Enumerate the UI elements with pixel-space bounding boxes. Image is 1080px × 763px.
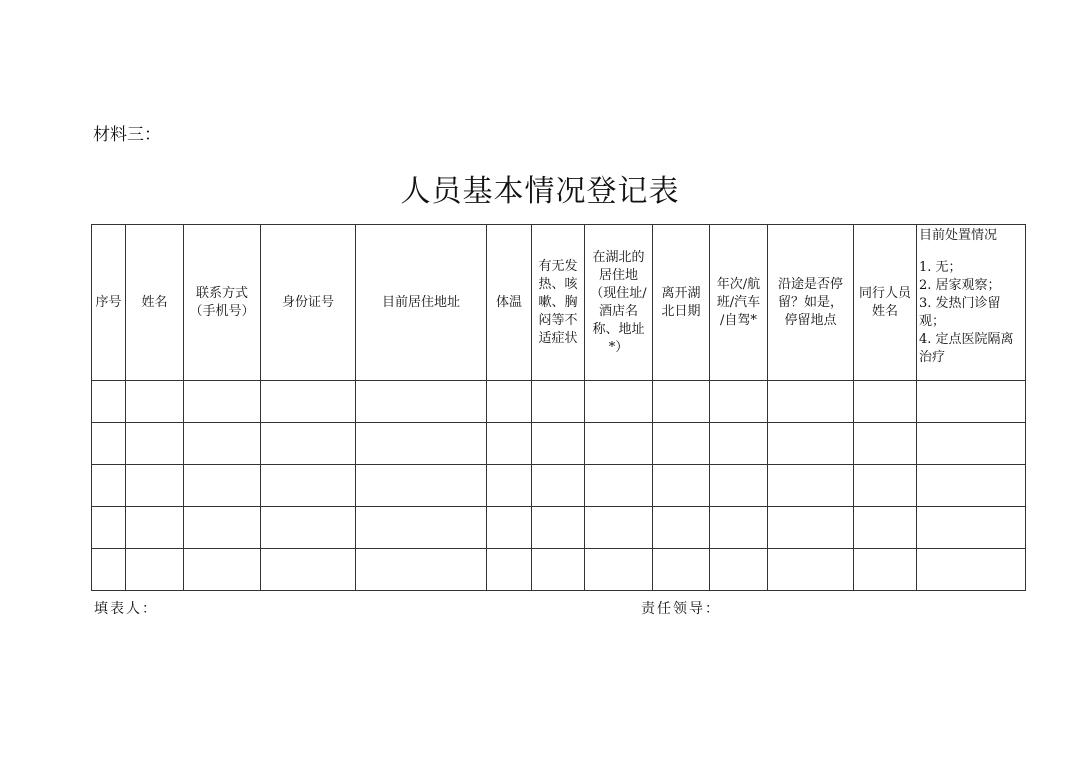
col-header: 同行人员 姓名 bbox=[854, 225, 917, 381]
table-cell[interactable] bbox=[653, 465, 710, 507]
table-cell[interactable] bbox=[585, 507, 653, 549]
table-cell[interactable] bbox=[917, 465, 1026, 507]
table-cell[interactable] bbox=[92, 507, 126, 549]
col-header: 在湖北的 居住地 （现住址/ 酒店名 称、地址 *） bbox=[585, 225, 653, 381]
table-cell[interactable] bbox=[126, 549, 184, 591]
table-cell[interactable] bbox=[356, 507, 487, 549]
col-header: 离开湖 北日期 bbox=[653, 225, 710, 381]
form-title: 人员基本情况登记表 bbox=[400, 174, 680, 209]
material-label: 材料三： bbox=[93, 125, 161, 145]
table-cell[interactable] bbox=[653, 423, 710, 465]
disposal-option: 3. 发热门诊留 观； bbox=[919, 296, 1001, 329]
table-cell[interactable] bbox=[356, 423, 487, 465]
table-row bbox=[92, 423, 1026, 465]
header-row bbox=[92, 225, 1026, 381]
col-header: 年次/航 班/汽车 /自驾* bbox=[710, 225, 768, 381]
table-cell[interactable] bbox=[653, 507, 710, 549]
table-cell[interactable] bbox=[854, 507, 917, 549]
table-cell[interactable] bbox=[184, 465, 261, 507]
table-row bbox=[92, 465, 1026, 507]
registration-table bbox=[91, 224, 1026, 591]
table-cell[interactable] bbox=[487, 423, 532, 465]
table-cell[interactable] bbox=[92, 465, 126, 507]
table-cell[interactable] bbox=[768, 465, 854, 507]
col-header: 身份证号 bbox=[261, 225, 356, 381]
table-cell[interactable] bbox=[532, 381, 585, 423]
col-header: 目前居住地址 bbox=[356, 225, 487, 381]
table-cell[interactable] bbox=[917, 507, 1026, 549]
table-cell[interactable] bbox=[585, 549, 653, 591]
table-cell[interactable] bbox=[356, 549, 487, 591]
table-cell[interactable] bbox=[126, 381, 184, 423]
table-cell[interactable] bbox=[585, 465, 653, 507]
table-cell[interactable] bbox=[356, 381, 487, 423]
table-row bbox=[92, 549, 1026, 591]
disposal-option: 4. 定点医院隔离 治疗 bbox=[919, 332, 1014, 365]
table-cell[interactable] bbox=[261, 465, 356, 507]
table-cell[interactable] bbox=[487, 465, 532, 507]
table-body bbox=[92, 381, 1026, 591]
col-header: 序号 bbox=[92, 225, 126, 381]
table-cell[interactable] bbox=[653, 381, 710, 423]
table-cell[interactable] bbox=[184, 507, 261, 549]
table-cell[interactable] bbox=[356, 465, 487, 507]
col-header: 沿途是否停 留？如是， 停留地点 bbox=[768, 225, 854, 381]
table-cell[interactable] bbox=[768, 381, 854, 423]
table-cell[interactable] bbox=[710, 507, 768, 549]
disposal-option: 2. 居家观察； bbox=[919, 278, 1001, 293]
table-cell[interactable] bbox=[917, 423, 1026, 465]
table-cell[interactable] bbox=[768, 549, 854, 591]
table-cell[interactable] bbox=[487, 549, 532, 591]
table-cell[interactable] bbox=[184, 423, 261, 465]
table-cell[interactable] bbox=[126, 465, 184, 507]
table-cell[interactable] bbox=[768, 423, 854, 465]
table-cell[interactable] bbox=[585, 381, 653, 423]
table-cell[interactable] bbox=[126, 423, 184, 465]
table-cell[interactable] bbox=[710, 423, 768, 465]
table-cell[interactable] bbox=[585, 423, 653, 465]
table-cell[interactable] bbox=[92, 549, 126, 591]
table-cell[interactable] bbox=[768, 507, 854, 549]
disposal-options bbox=[917, 259, 1025, 367]
table-cell[interactable] bbox=[854, 381, 917, 423]
table-cell[interactable] bbox=[126, 507, 184, 549]
table-cell[interactable] bbox=[653, 549, 710, 591]
filler-label: 填表人： bbox=[94, 601, 158, 617]
leader-label: 责任领导： bbox=[641, 601, 721, 617]
table-cell[interactable] bbox=[261, 507, 356, 549]
table-cell[interactable] bbox=[710, 381, 768, 423]
table-cell[interactable] bbox=[532, 465, 585, 507]
table-cell[interactable] bbox=[92, 423, 126, 465]
disposal-option: 1. 无； bbox=[919, 260, 962, 275]
table-cell[interactable] bbox=[854, 423, 917, 465]
disposal-title: 目前处置情况 bbox=[919, 228, 998, 243]
table-cell[interactable] bbox=[854, 549, 917, 591]
col-header: 姓名 bbox=[126, 225, 184, 381]
table-cell[interactable] bbox=[92, 381, 126, 423]
table-cell[interactable] bbox=[184, 381, 261, 423]
table-cell[interactable] bbox=[854, 465, 917, 507]
table-row bbox=[92, 381, 1026, 423]
table-cell[interactable] bbox=[532, 423, 585, 465]
table-row bbox=[92, 507, 1026, 549]
table-cell[interactable] bbox=[532, 549, 585, 591]
table-cell[interactable] bbox=[261, 549, 356, 591]
table-cell[interactable] bbox=[487, 381, 532, 423]
col-header: 联系方式 （手机号） bbox=[184, 225, 261, 381]
table-cell[interactable] bbox=[184, 549, 261, 591]
table-cell[interactable] bbox=[710, 465, 768, 507]
col-header: 体温 bbox=[487, 225, 532, 381]
col-header-disposal bbox=[917, 225, 1026, 381]
table-cell[interactable] bbox=[917, 549, 1026, 591]
table-cell[interactable] bbox=[710, 549, 768, 591]
table-cell[interactable] bbox=[261, 381, 356, 423]
col-header: 有无发 热、咳 嗽、胸 闷等不 适症状 bbox=[532, 225, 585, 381]
table-cell[interactable] bbox=[261, 423, 356, 465]
table-cell[interactable] bbox=[917, 381, 1026, 423]
table-cell[interactable] bbox=[532, 507, 585, 549]
table-cell[interactable] bbox=[487, 507, 532, 549]
